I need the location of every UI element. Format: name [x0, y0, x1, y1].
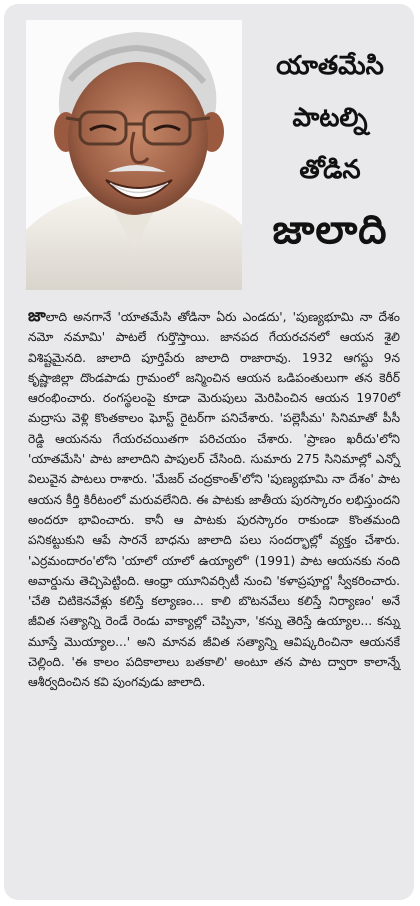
article-lead-letter: జా	[28, 306, 46, 326]
headline	[246, 40, 414, 264]
headline-line-3: తోడిన	[299, 155, 361, 185]
article-body	[28, 306, 400, 693]
clipping-card	[4, 4, 414, 900]
headline-line-2: పాటల్ని	[292, 103, 368, 133]
portrait-image	[26, 20, 242, 290]
headline-line-4: జాలాది	[272, 207, 388, 253]
article-text: లాది అనగానే 'యాతమేసి తోడినా ఏరు ఎండదు', 'పుణ్యభూమి నా దేశం నమో నమామి' పాటలే గుర్తొస్తాయి. జానపద గేయరచనలో ఆయన శైలి విశిష్టమైనది. జాలాది పూర్తిపేరు జాలాది రాజారావు. 1932 ఆగస్టు 9న కృష్ణాజిల్లా దొండపాడు గ్రామంలో జన్మించిన ఆయన ఒడిపంతులుగా తన కెరీర్ ఆరంభించారు. రంగస్థలంపై కూడా మెరుపులు మెరిపించిన ఆయన 1970లో మద్రాసు వెళ్లి కొంతకాలం ఘోస్ట్ రైటర్‌గా పనిచేశారు. 'పల్లెసీమ' సినిమాతో పీసీ రెడ్డి ఆయనను గేయరచయితగా పరిచయం చేశారు. 'ప్రాణం ఖరీదు'లోని 'యాతమేసి' పాట జాలాదిని పాపులర్ చేసింది. సుమారు 275 సినిమాల్లో ఎన్నో విలువైన పాటలు రాశారు. 'మేజర్ చంద్రకాంత్'లోని 'పుణ్యభూమి నా దేశం' పాట ఆయన కీర్తి కిరీటంలో మరువలేనిది. ఈ పాటకు జాతీయ పురస్కారం లభిస్తుందని అందరూ భావించారు. కానీ ఆ పాటకు పురస్కారం రాకుండా కొంతమంది పనికట్టుకుని ఆపే సారనే బాధను జాలాది పలు సందర్భాల్లో వ్యక్తం చేశారు. 'ఎర్రమందారం'లోని 'యాలో యాలో ఉయ్యాలో' (1991) పాట ఆయనకు నంది అవార్డును తెచ్చిపెట్టింది. ఆంధ్రా యూనివర్సిటీ నుంచి 'కళాప్రపూర్ణ' స్వీకరించారు. 'చేతి చిటికెనవేళ్లు కలిస్తే కల్యాణం... కాలి బొటనవేలు కలిస్తే నిర్యాణం' అనే జీవిత సత్యాన్ని రెండే రెండు వాక్యాల్లో చెప్పినా, 'కన్ను తెరిస్తే ఉయ్యాల... కన్ను మూస్తే మొయ్యాల...' అని మానవ జీవిత సత్యాన్ని ఆవిష్కరించినా ఆయనకే చెల్లింది. 'ఈ కాలం పదికాలాలు బతకాలి' అంటూ తన పాట ద్వారా కాలాన్నే ఆశీర్వదించిన కవి పుంగవుడు జాలాది.	[28, 310, 400, 690]
headline-line-1: యాతమేసి	[276, 51, 384, 81]
portrait-photo	[26, 20, 242, 290]
